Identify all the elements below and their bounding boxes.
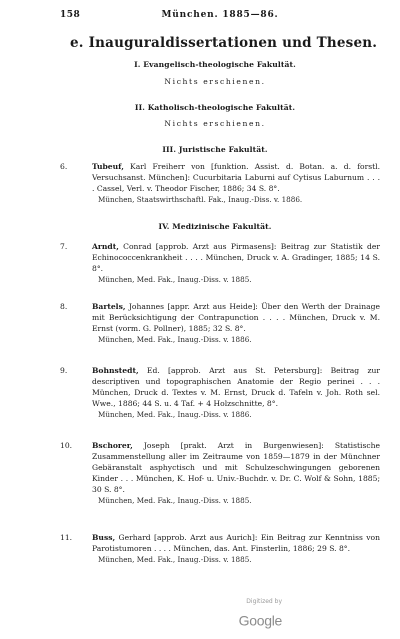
entry-9 [60,365,380,420]
entry-location: München, Med. Fak., Inaug.-Diss. v. 1885. [98,496,252,505]
entry-10 [60,440,380,506]
entry-number: 8. [60,302,68,311]
entry-text [92,532,380,554]
entry-number: 6. [60,162,68,171]
entry-author: Arndt, [92,242,119,251]
entry-number: 11. [60,533,73,542]
entry-number: 10. [60,441,73,450]
page-header [60,10,380,24]
faculty-heading-evangelical: I. Evangelisch-theologische Fakultät. [134,60,296,69]
entry-location: München, Med. Fak., Inaug.-Diss. v. 1885. [98,555,252,564]
entry-text [92,161,380,194]
running-title: München. 1885—86. [161,10,279,20]
entry-description: Johannes [appr. Arzt aus Heide]: Über den Werth der Drainage mit Berücksichtigung der Contrapunction . . . . München, Druck v. M. Ernst (vorm. G. Pollner), 1885; 32 S. 8°. [92,302,380,333]
entry-text [92,440,380,495]
entry-8 [60,301,380,345]
entry-location: München, Staatswirthschaftl. Fak., Inaug.-Diss. v. 1886. [98,195,303,204]
entry-7 [60,241,380,285]
entry-author: Tubeuf, [92,162,124,171]
entry-author: Bschorer, [92,441,133,450]
entry-description: Gerhard [approb. Arzt aus Aurich]: Ein Beitrag zur Kenntniss von Parotistumoren . . . . München, das. Ant. Finsterlin, 1886; 29 S. 8°. [92,533,380,553]
entry-description: Conrad [approb. Arzt aus Pirmasens]: Beitrag zur Statistik der Echinococcenkrankheit . . . . München, Druck v. A. Gradinger, 1885; 14 S. 8°. [92,242,380,273]
faculty-heading-catholic: II. Katholisch-theologische Fakultät. [134,103,296,112]
entry-location: München, Med. Fak., Inaug.-Diss. v. 1885. [98,275,252,284]
nothing-published-catholic: Nichts erschienen. [164,119,266,128]
google-logo: Google [238,612,282,629]
entry-description: Karl Freiherr von [funktion. Assist. d. Botan. a. d. forstl. Versuchsanst. München]: Cucurbitaria Laburni auf Cytisus Laburnum . . . . Cassel, Verl. v. Theodor Fischer, 1886; 34 S. 8°. [92,162,380,193]
entry-number: 7. [60,242,68,251]
entry-author: Bohnstedt, [92,366,139,375]
nothing-published-evangelical: Nichts erschienen. [164,77,266,86]
entry-6 [60,161,380,205]
entry-location: München, Med. Fak., Inaug.-Diss. v. 1886. [98,335,252,344]
entry-text [92,241,380,274]
entry-text [92,365,380,409]
digitized-by-label: Digitized by [246,598,282,605]
entry-number: 9. [60,366,68,375]
entry-author: Bartels, [92,302,126,311]
entry-author: Buss, [92,533,116,542]
faculty-heading-law: III. Juristische Fakultät. [162,145,268,154]
entry-description: Ed. [approb. Arzt aus St. Petersburg]: Beitrag zur descriptiven und topographischen Anatomie der Regio perinei . . . München, Druck d. Textes v. M. Ernst, Druck d. Tafeln v. Joh. Roth sel. Wwe., 1886; 44 S. u. 4 Taf. + 4 Holzschnitte, 8°. [92,366,380,408]
entry-11 [60,532,380,565]
entry-text [92,301,380,334]
digitized-by-watermark [202,591,282,629]
entry-description: Joseph [prakt. Arzt in Burgenwiesen]: Statistische Zusammenstellung aller im Zeitraume von 1859—1879 in der Münchner Gebäranstalt asphyctisch und mit Schulzeschwingungen geborenen Kinder . . . München, K. Hof- u. Univ.-Buchdr. v. Dr. C. Wolf & Sohn, 1885; 30 S. 8°. [92,441,380,494]
entry-location: München, Med. Fak., Inaug.-Diss. v. 1886. [98,410,252,419]
section-title: e. Inauguraldissertationen und Thesen. [70,35,378,51]
faculty-heading-medicine: IV. Medizinische Fakultät. [158,222,272,231]
page-number: 158 [60,10,81,20]
